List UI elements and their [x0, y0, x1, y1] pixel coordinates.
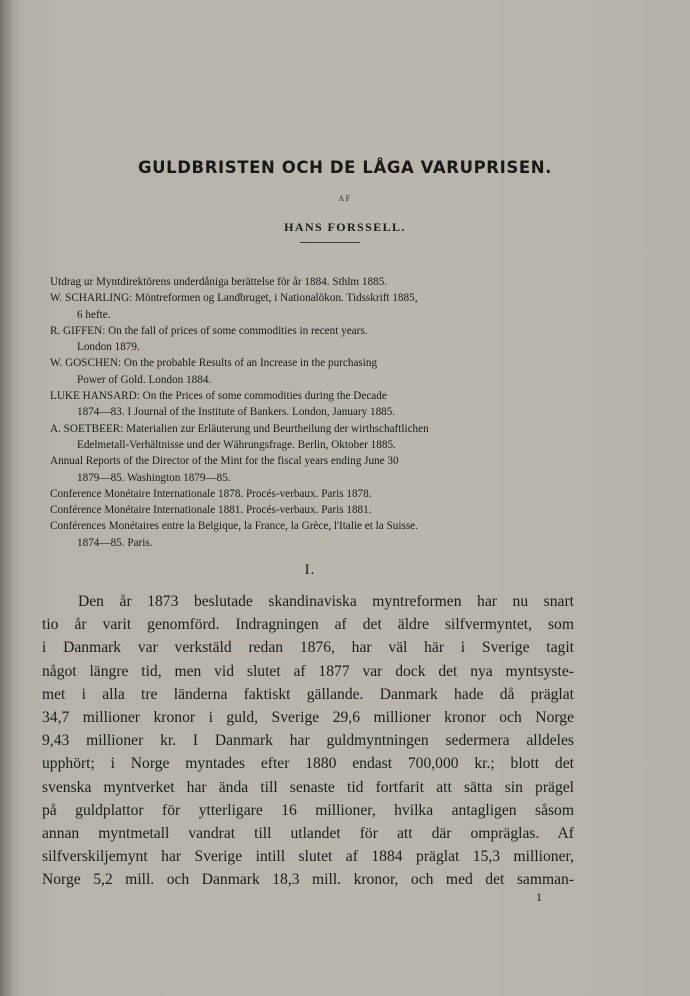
body-line: svenska myntverket har ända till senaste tid fortfarit att sätta sin prägel — [42, 778, 574, 796]
body-line: Norge 5,2 mill. och Danmark 18,3 mill. kronor, och med det samman- — [42, 871, 574, 889]
reference-item — [50, 323, 680, 356]
author-name: HANS FORSSELL. — [284, 220, 406, 234]
reference-line: Annual Reports of the Director of the Mint for the fiscal years ending June 30 — [50, 455, 399, 468]
byline-af: AF — [338, 194, 352, 203]
body-line: annan myntmetall vandrat till utlandet för att där ompräglas. Af — [42, 825, 574, 843]
reference-item — [50, 388, 680, 421]
reference-item — [50, 518, 680, 551]
reference-list — [50, 274, 680, 551]
title-divider — [300, 242, 360, 243]
reference-line: W. SCHARLING: Möntreformen og Landbruget, i Nationalökon. Tidsskrift 1885, — [50, 292, 418, 305]
reference-line: LUKE HANSARD: On the Prices of some commodities during the Decade — [50, 390, 387, 403]
reference-line: Conférence Monétaire Internationale 1881. Procés-verbaux. Paris 1881. — [50, 504, 372, 517]
reference-line: W. GOSCHEN: On the probable Results of an Increase in the purchasing — [50, 357, 378, 370]
reference-line-continued: Power of Gold. London 1884. — [77, 373, 212, 386]
body-line: något längre tid, men vid slutet af 1877 var dock det nya myntsyste- — [42, 662, 574, 680]
reference-line: R. GIFFEN: On the fall of prices of some commodities in recent years. — [50, 324, 368, 337]
page-number: 1 — [536, 890, 542, 904]
reference-line-continued: 6 hefte. — [77, 308, 111, 321]
reference-line: Conférences Monétaires entre la Belgique, la France, la Grèce, l'Italie et la Suisse. — [50, 520, 418, 533]
reference-item — [50, 421, 680, 454]
body-line: 9,43 millioner kr. I Danmark har guldmyntningen sedermera alldeles — [42, 732, 574, 750]
body-line: i Danmark var verkstäld redan 1876, har väl här i Sverige tagit — [42, 639, 574, 657]
reference-line-continued: Edelmetall-Verhältnisse und der Währungsfrage. Berlin, Oktober 1885. — [77, 438, 396, 451]
reference-item — [50, 355, 680, 388]
body-line: tio år varit genomförd. Indragningen af det äldre silfvermyntet, som — [42, 616, 574, 634]
body-line: Den år 1873 beslutade skandinaviska myntreformen har nu snart — [78, 593, 574, 610]
reference-line: Utdrag ur Myntdirektörens underdåniga berättelse för år 1884. Sthlm 1885. — [50, 276, 388, 288]
reference-item — [50, 290, 680, 323]
article-title: GULDBRISTEN OCH DE LÅGA VARUPRISEN. — [138, 158, 552, 177]
body-line: upphört; i Norge myntades efter 1880 endast 700,000 kr.; blott det — [42, 755, 574, 773]
reference-line-continued: 1874—85. Paris. — [77, 536, 153, 549]
reference-item — [50, 502, 680, 518]
body-line: met i alla tre länderna faktiskt gällande. Danmark hade då präglat — [42, 685, 574, 703]
reference-line-continued: London 1879. — [77, 341, 140, 354]
section-heading: I. — [304, 562, 316, 578]
reference-line: A. SOETBEER: Materialien zur Erläuterung und Beurtheilung der wirthschaftlichen — [50, 422, 429, 435]
reference-item — [50, 274, 680, 290]
reference-item — [50, 486, 680, 502]
reference-line-continued: 1879—85. Washington 1879—85. — [77, 471, 231, 484]
reference-item — [50, 453, 680, 486]
body-line: silfverskiljemynt har Sverige intill slutet af 1884 präglat 15,3 millioner, — [42, 848, 574, 866]
body-line: 34,7 millioner kronor i guld, Sverige 29,6 millioner kronor och Norge — [42, 709, 574, 727]
body-text — [42, 590, 574, 892]
reference-line: Conference Monétaire Internationale 1878. Procés-verbaux. Paris 1878. — [50, 487, 372, 500]
body-line: på guldplattor för ytterligare 16 millioner, hvilka antagligen såsom — [42, 801, 574, 819]
reference-line-continued: 1874—83. I Journal of the Institute of Bankers. London, January 1885. — [77, 406, 396, 419]
